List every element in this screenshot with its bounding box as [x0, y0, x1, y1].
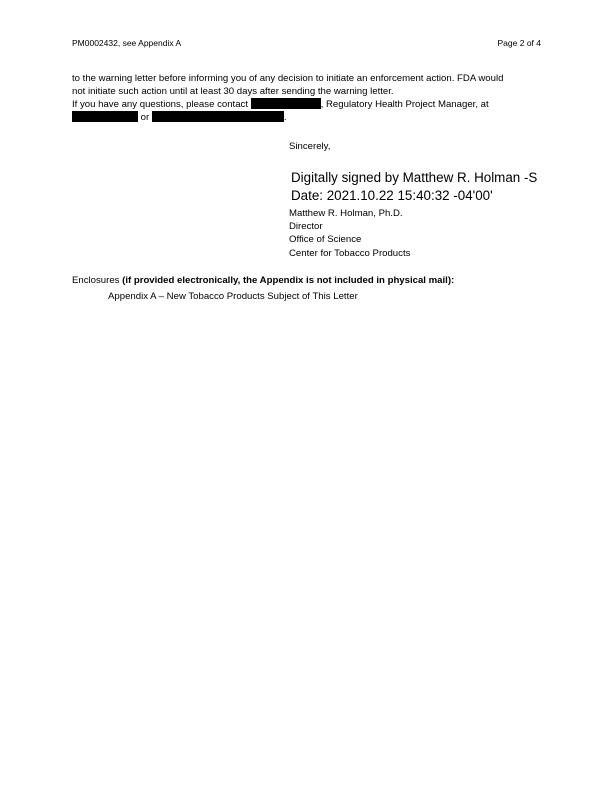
enclosures-label: Enclosures	[72, 275, 123, 286]
digital-signature-date: Date: 2021.10.22 15:40:32 -04'00'	[291, 188, 493, 203]
signer-center: Center for Tobacco Products	[289, 248, 411, 259]
header-page-number: Page 2 of 4	[497, 38, 541, 48]
signer-name: Matthew R. Holman, Ph.D.	[289, 208, 403, 219]
contact-details-line	[72, 111, 287, 124]
signer-title: Director	[289, 221, 323, 232]
contact-line-end: .	[283, 112, 287, 123]
redacted-phone	[72, 111, 138, 122]
header-reference: PM0002432, see Appendix A	[72, 38, 182, 48]
enclosures-note: (if provided electronically, the Appendix is not included in physical mail):	[122, 275, 455, 286]
body-paragraph-line-1: to the warning letter before informing you of any decision to initiate an enforcement action. FDA would	[72, 73, 504, 84]
signer-office: Office of Science	[289, 234, 362, 245]
enclosure-item-appendix-a: Appendix A – New Tobacco Products Subject of This Letter	[108, 291, 358, 302]
redacted-contact-name	[251, 98, 321, 109]
digital-signature-line: Digitally signed by Matthew R. Holman -S	[291, 170, 538, 185]
contact-line-role: , Regulatory Health Project Manager, at	[320, 99, 489, 110]
contact-line	[72, 98, 489, 111]
redacted-email	[152, 111, 284, 122]
contact-connector: or	[138, 112, 152, 123]
contact-line-intro: If you have any questions, please contact	[72, 99, 251, 110]
closing-salutation: Sincerely,	[289, 141, 331, 152]
body-paragraph-line-2: not initiate such action until at least 30 days after sending the warning letter.	[72, 86, 394, 97]
enclosures-line	[72, 275, 454, 286]
